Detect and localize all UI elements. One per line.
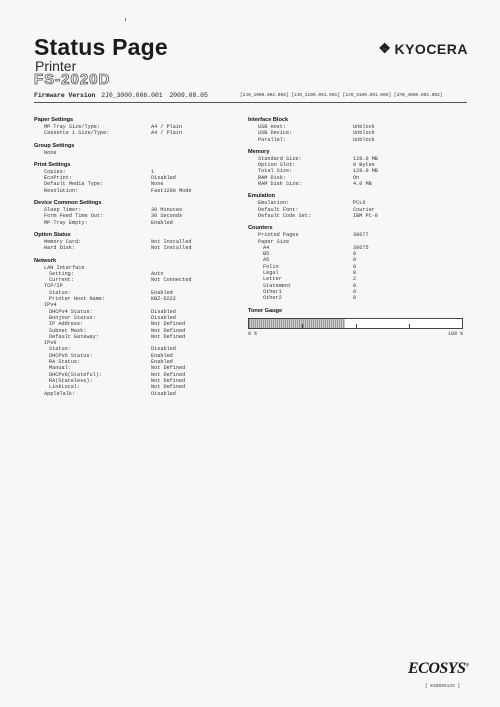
memory-section (248, 149, 468, 187)
setting-value: Disabled (151, 314, 176, 321)
setting-value: Disabled (151, 346, 176, 353)
firmware-line (34, 92, 208, 99)
setting-key: None (44, 149, 57, 156)
setting-value: 38677 (353, 232, 369, 239)
setting-key: USB Host: (258, 124, 287, 130)
setting-key: RAM Disk Size: (258, 181, 302, 188)
toner-gauge-labels (248, 331, 463, 339)
setting-key: Default Font: (258, 206, 299, 213)
document-id: [ KX000513S ] (425, 684, 461, 689)
registered-mark-icon: ® (465, 663, 469, 669)
setting-key: Cassette 1 Size/Type: (44, 130, 110, 137)
section-title: Print Settings (34, 161, 71, 168)
setting-value: IBM PC-8 (353, 212, 378, 219)
setting-key: RAM Disk: (258, 174, 287, 181)
setting-key: EcoPrint: (44, 175, 73, 182)
setting-value: 30 Minutes (151, 207, 183, 214)
ipv4-label: IPv4 (44, 302, 57, 309)
setting-key: USB Device: (258, 130, 293, 137)
setting-value: 4.0 MB (353, 181, 372, 188)
interface-block-section (248, 117, 468, 143)
setting-key: Printer Host Name: (49, 296, 106, 303)
gauge-tick (356, 324, 357, 328)
setting-value: 1 (151, 168, 155, 175)
setting-value: Disabled (151, 390, 176, 397)
section-title: Device Common Settings (34, 200, 102, 207)
brand-name: KYOCERA (394, 40, 468, 57)
setting-value: Not Defined (151, 333, 186, 340)
left-column (34, 117, 234, 403)
setting-value: Not Defined (151, 371, 186, 378)
setting-key: MP Tray Empty: (44, 219, 88, 226)
setting-key: DHCPv6(Stateful): (49, 371, 102, 378)
setting-key: Memory Card: (44, 238, 82, 245)
setting-key: Copies: (44, 168, 66, 175)
gauge-max-label: 100 % (447, 330, 463, 337)
ecosys-logo (408, 660, 469, 678)
setting-key: IP Address: (49, 321, 84, 328)
device-common-settings-section (34, 200, 234, 226)
setting-value: 0 (353, 288, 357, 295)
setting-value: KBZ-D222 (151, 296, 176, 303)
setting-key: B5 (263, 251, 270, 258)
setting-key: Subnet Mask: (49, 327, 87, 334)
setting-key: Total Size: (258, 168, 293, 175)
setting-value: 0 (353, 263, 357, 270)
setting-value: 30 Seconds (151, 213, 183, 220)
setting-row (34, 391, 234, 397)
setting-value: 0 (353, 270, 357, 277)
setting-value: Enabled (151, 289, 173, 296)
setting-key: Bonjour Status: (49, 314, 96, 321)
section-title: Toner Gauge (248, 307, 283, 314)
setting-key: Printed Pages (258, 232, 299, 239)
gauge-tick (409, 324, 410, 328)
setting-key: AppleTalk: (44, 390, 76, 397)
setting-value: 0 Bytes (353, 162, 375, 169)
setting-value: 2 (353, 276, 357, 283)
setting-key: DHCPv6 Status: (49, 352, 93, 359)
ipv6-label: IPv6 (44, 340, 57, 347)
print-settings-section (34, 162, 234, 194)
setting-key: Other2 (263, 295, 282, 302)
setting-row (34, 150, 234, 156)
setting-value: 38675 (353, 244, 369, 251)
setting-value: Auto (151, 270, 164, 277)
setting-value: Enabled (151, 352, 173, 359)
setting-value: Not Defined (151, 321, 186, 328)
setting-value: Disabled (151, 308, 176, 315)
setting-key: A5 (263, 257, 270, 264)
setting-key: Default Gateway: (49, 333, 99, 340)
setting-key: Folio (263, 263, 279, 270)
setting-key: LinkLocal: (49, 384, 81, 391)
gauge-min-label: 0 % (248, 330, 258, 337)
setting-key: Setting: (49, 270, 74, 277)
section-title: Option Status (34, 231, 71, 238)
setting-key: RA Status: (49, 359, 81, 366)
setting-value: Not Installed (151, 238, 192, 245)
setting-value: Not Installed (151, 245, 192, 252)
setting-key: Emulation: (258, 200, 290, 207)
setting-row (248, 137, 468, 143)
setting-key: Other1 (263, 288, 282, 295)
setting-row (34, 188, 234, 194)
setting-key: DHCPv4 Status: (49, 308, 93, 315)
setting-key: Current: (49, 277, 74, 284)
setting-key: Parallel: (258, 136, 287, 143)
setting-key: Statement (263, 282, 292, 289)
setting-value: On (353, 174, 360, 181)
setting-key: Option Slot: (258, 162, 296, 169)
setting-key: Legal (263, 270, 279, 277)
right-column (248, 117, 468, 345)
emulation-section (248, 193, 468, 219)
tcpip-label: TCP/IP (44, 283, 63, 290)
setting-value: PCL6 (353, 200, 366, 207)
printer-model: FS-2020D (34, 71, 111, 88)
setting-key: MP Tray Size/Type: (44, 124, 101, 130)
section-title: Network (34, 257, 57, 264)
setting-value: Enabled (151, 359, 173, 366)
toner-gauge-section (248, 308, 468, 339)
counters-section (248, 225, 468, 301)
setting-value: Not Defined (151, 327, 186, 334)
section-title: Memory (248, 148, 270, 155)
setting-value: Disabled (151, 175, 176, 182)
option-status-section (34, 232, 234, 252)
setting-value: A4 / Plain (151, 130, 183, 137)
section-title: Paper Settings (34, 117, 74, 123)
paper-size-label: Paper Size (258, 238, 290, 245)
setting-row (34, 245, 234, 251)
setting-row (34, 130, 234, 136)
section-title: Counters (248, 225, 273, 232)
section-title: Emulation (248, 193, 276, 200)
setting-value: Not Defined (151, 365, 186, 372)
group-settings-section (34, 143, 234, 156)
setting-row (34, 220, 234, 226)
firmware-modules: [2J0_1000.002.008] [2J0_1100.001.001] [2J0_3100.001.005] [2FB_4000.001.002] (240, 93, 443, 98)
page-title: Status Page (34, 34, 168, 60)
section-title: Interface Block (248, 117, 289, 123)
setting-value: A4 / Plain (151, 124, 183, 130)
firmware-value: 2J0_3000.006.001 (101, 92, 163, 99)
setting-key: A4 (263, 244, 270, 251)
setting-key: Default Media Type: (44, 181, 104, 188)
kyocera-mark-icon: ❖ (378, 40, 392, 56)
kyocera-logo (378, 40, 468, 57)
setting-value: 0 (353, 257, 357, 264)
toner-gauge-bar (248, 318, 463, 329)
setting-value: None (151, 181, 164, 188)
section-title: Group Settings (34, 142, 75, 149)
setting-value: Enabled (151, 219, 173, 226)
setting-value: Not Defined (151, 384, 186, 391)
paper-settings-section (34, 117, 234, 137)
setting-key: RA(Stateless): (49, 377, 93, 384)
footer-brand: ECOSYS (408, 660, 466, 677)
setting-key: Form Feed Time Out: (44, 213, 104, 220)
setting-value: Unblock (353, 136, 375, 143)
firmware-label: Firmware Version (34, 92, 96, 99)
setting-value: 128.0 MB (353, 168, 378, 175)
setting-value: 0 (353, 251, 357, 258)
setting-value: Unblock (353, 124, 375, 130)
network-section (34, 258, 234, 397)
setting-key: Default Code Set: (258, 212, 311, 219)
setting-key: Status: (49, 289, 71, 296)
setting-key: Hard Disk: (44, 245, 76, 252)
scan-speck (125, 18, 126, 21)
setting-value: Not Defined (151, 377, 186, 384)
setting-key: Manual: (49, 365, 71, 372)
setting-value: Courier (353, 206, 375, 213)
setting-row (248, 295, 468, 301)
setting-key: Letter (263, 276, 282, 283)
setting-row (248, 213, 468, 219)
toner-gauge-fill (249, 319, 345, 328)
lan-interface-label: LAN Interface (44, 264, 85, 271)
setting-row (248, 181, 468, 187)
setting-value: 0 (353, 282, 357, 289)
setting-value: 0 (353, 295, 357, 302)
page-subtitle: Printer (35, 58, 77, 74)
gauge-tick (302, 324, 303, 328)
setting-key: Standard Size: (258, 155, 302, 162)
setting-key: Status: (49, 346, 71, 353)
header-divider (34, 102, 467, 103)
setting-key: Resolution: (44, 187, 79, 194)
setting-value: Fast1200 Mode (151, 187, 192, 194)
setting-value: Not Connected (151, 277, 192, 284)
setting-value: Unblock (353, 130, 375, 137)
firmware-date: 2009.08.05 (169, 92, 208, 99)
setting-key: Sleep Timer: (44, 207, 82, 214)
setting-value: 128.0 MB (353, 155, 378, 162)
